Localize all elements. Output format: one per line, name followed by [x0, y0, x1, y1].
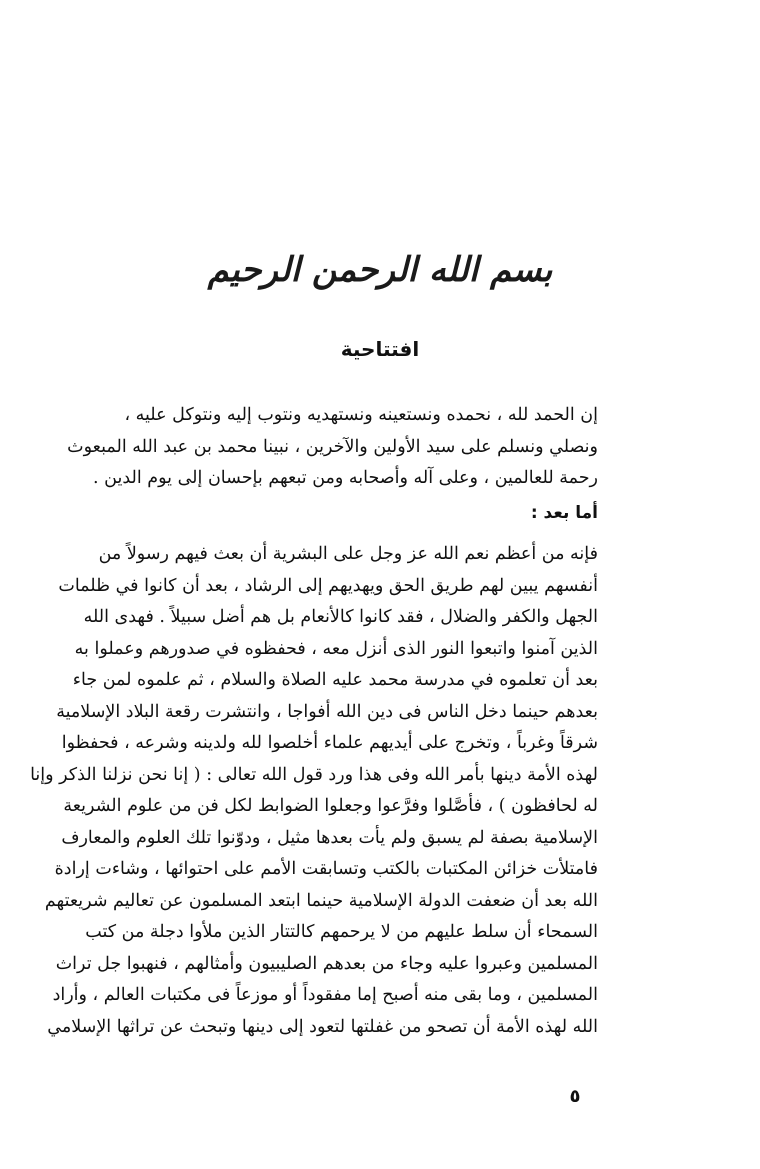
text-line: له لحافظون ) ، فأصَّلوا وفرَّعوا وجعلوا الضوابط لكل فن من علوم الشريعة [63, 796, 598, 816]
text-line: لهذه الأمة دينها بأمر الله وفى هذا ورد قول الله تعالى : ( إنا نحن نزلنا الذكر وإنا [30, 764, 598, 785]
intro-paragraph [67, 400, 598, 495]
text-line: بعدهم حينما دخل الناس فى دين الله أفواجا ، وانتشرت رقعة البلاد الإسلامية [56, 701, 598, 722]
text-line: فامتلأت خزائن المكتبات بالكتب وتسابقت الأمم على احتوائها ، وشاءت إرادة [54, 859, 598, 879]
text-line: ونصلي ونسلم على سيد الأولين والآخرين ، نبينا محمد بن عبد الله المبعوث [67, 436, 598, 457]
body-paragraph [30, 539, 598, 1043]
text-line: الذين آمنوا واتبعوا النور الذى أنزل معه ، فحفظوه في صدورهم وعملوا به [74, 638, 598, 659]
text-line: رحمة للعالمين ، وعلى آله وأصحابه ومن تبعهم بإحسان إلى يوم الدين . [93, 468, 598, 488]
text-line: المسلمين ، وما بقى منه أصبح إما مفقوداً أو موزعاً فى مكتبات العالم ، وأراد [52, 985, 598, 1005]
text-line: بعد أن تعلموه في مدرسة محمد عليه الصلاة والسلام ، ثم علموه لمن جاء [72, 670, 598, 690]
text-line: فإنه من أعظم نعم الله عز وجل على البشرية أن بعث فيهم رسولاً من [98, 544, 598, 564]
page-heading: افتتاحية [340, 337, 420, 361]
page-number: ٥ [569, 1086, 581, 1107]
text-line: الله لهذه الأمة أن تصحو من غفلتها لتعود إلى دينها وتبحث عن تراثها الإسلامي [47, 1016, 598, 1037]
text-line: المسلمين وعبروا عليه وجاء من بعدهم الصليبيون وأمثالهم ، فنهبوا جل تراث [55, 953, 598, 974]
section-subheading: أما بعد : [530, 503, 598, 523]
text-line: الجهل والكفر والضلال ، فقد كانوا كالأنعام بل هم أضل سبيلاً . فهدى الله [83, 607, 598, 627]
text-line: الإسلامية بصفة لم يسبق ولم يأت بعدها مثيل ، ودوّنوا تلك العلوم والمعارف [61, 827, 598, 848]
text-line: إن الحمد لله ، نحمده ونستعينه ونستهديه ونتوب إليه ونتوكل عليه ، [124, 405, 598, 425]
text-line: السمحاء أن سلط عليهم من لا يرحمهم كالتتار الذين ملأوا دجلة من كتب [85, 922, 598, 942]
text-line: الله بعد أن ضعفت الدولة الإسلامية حينما ابتعد المسلمون عن تعاليم شريعتهم [44, 890, 598, 911]
text-line: أنفسهم يبين لهم طريق الحق ويهديهم إلى الرشاد ، بعد أن كانوا في ظلمات [58, 575, 598, 596]
text-line: شرقاً وغرباً ، وتخرج على أيديهم علماء أخلصوا لله ولدينه وشرعه ، فحفظوا [61, 733, 598, 753]
basmala-calligraphy: بسم الله الرحمن الرحيم [207, 250, 553, 290]
